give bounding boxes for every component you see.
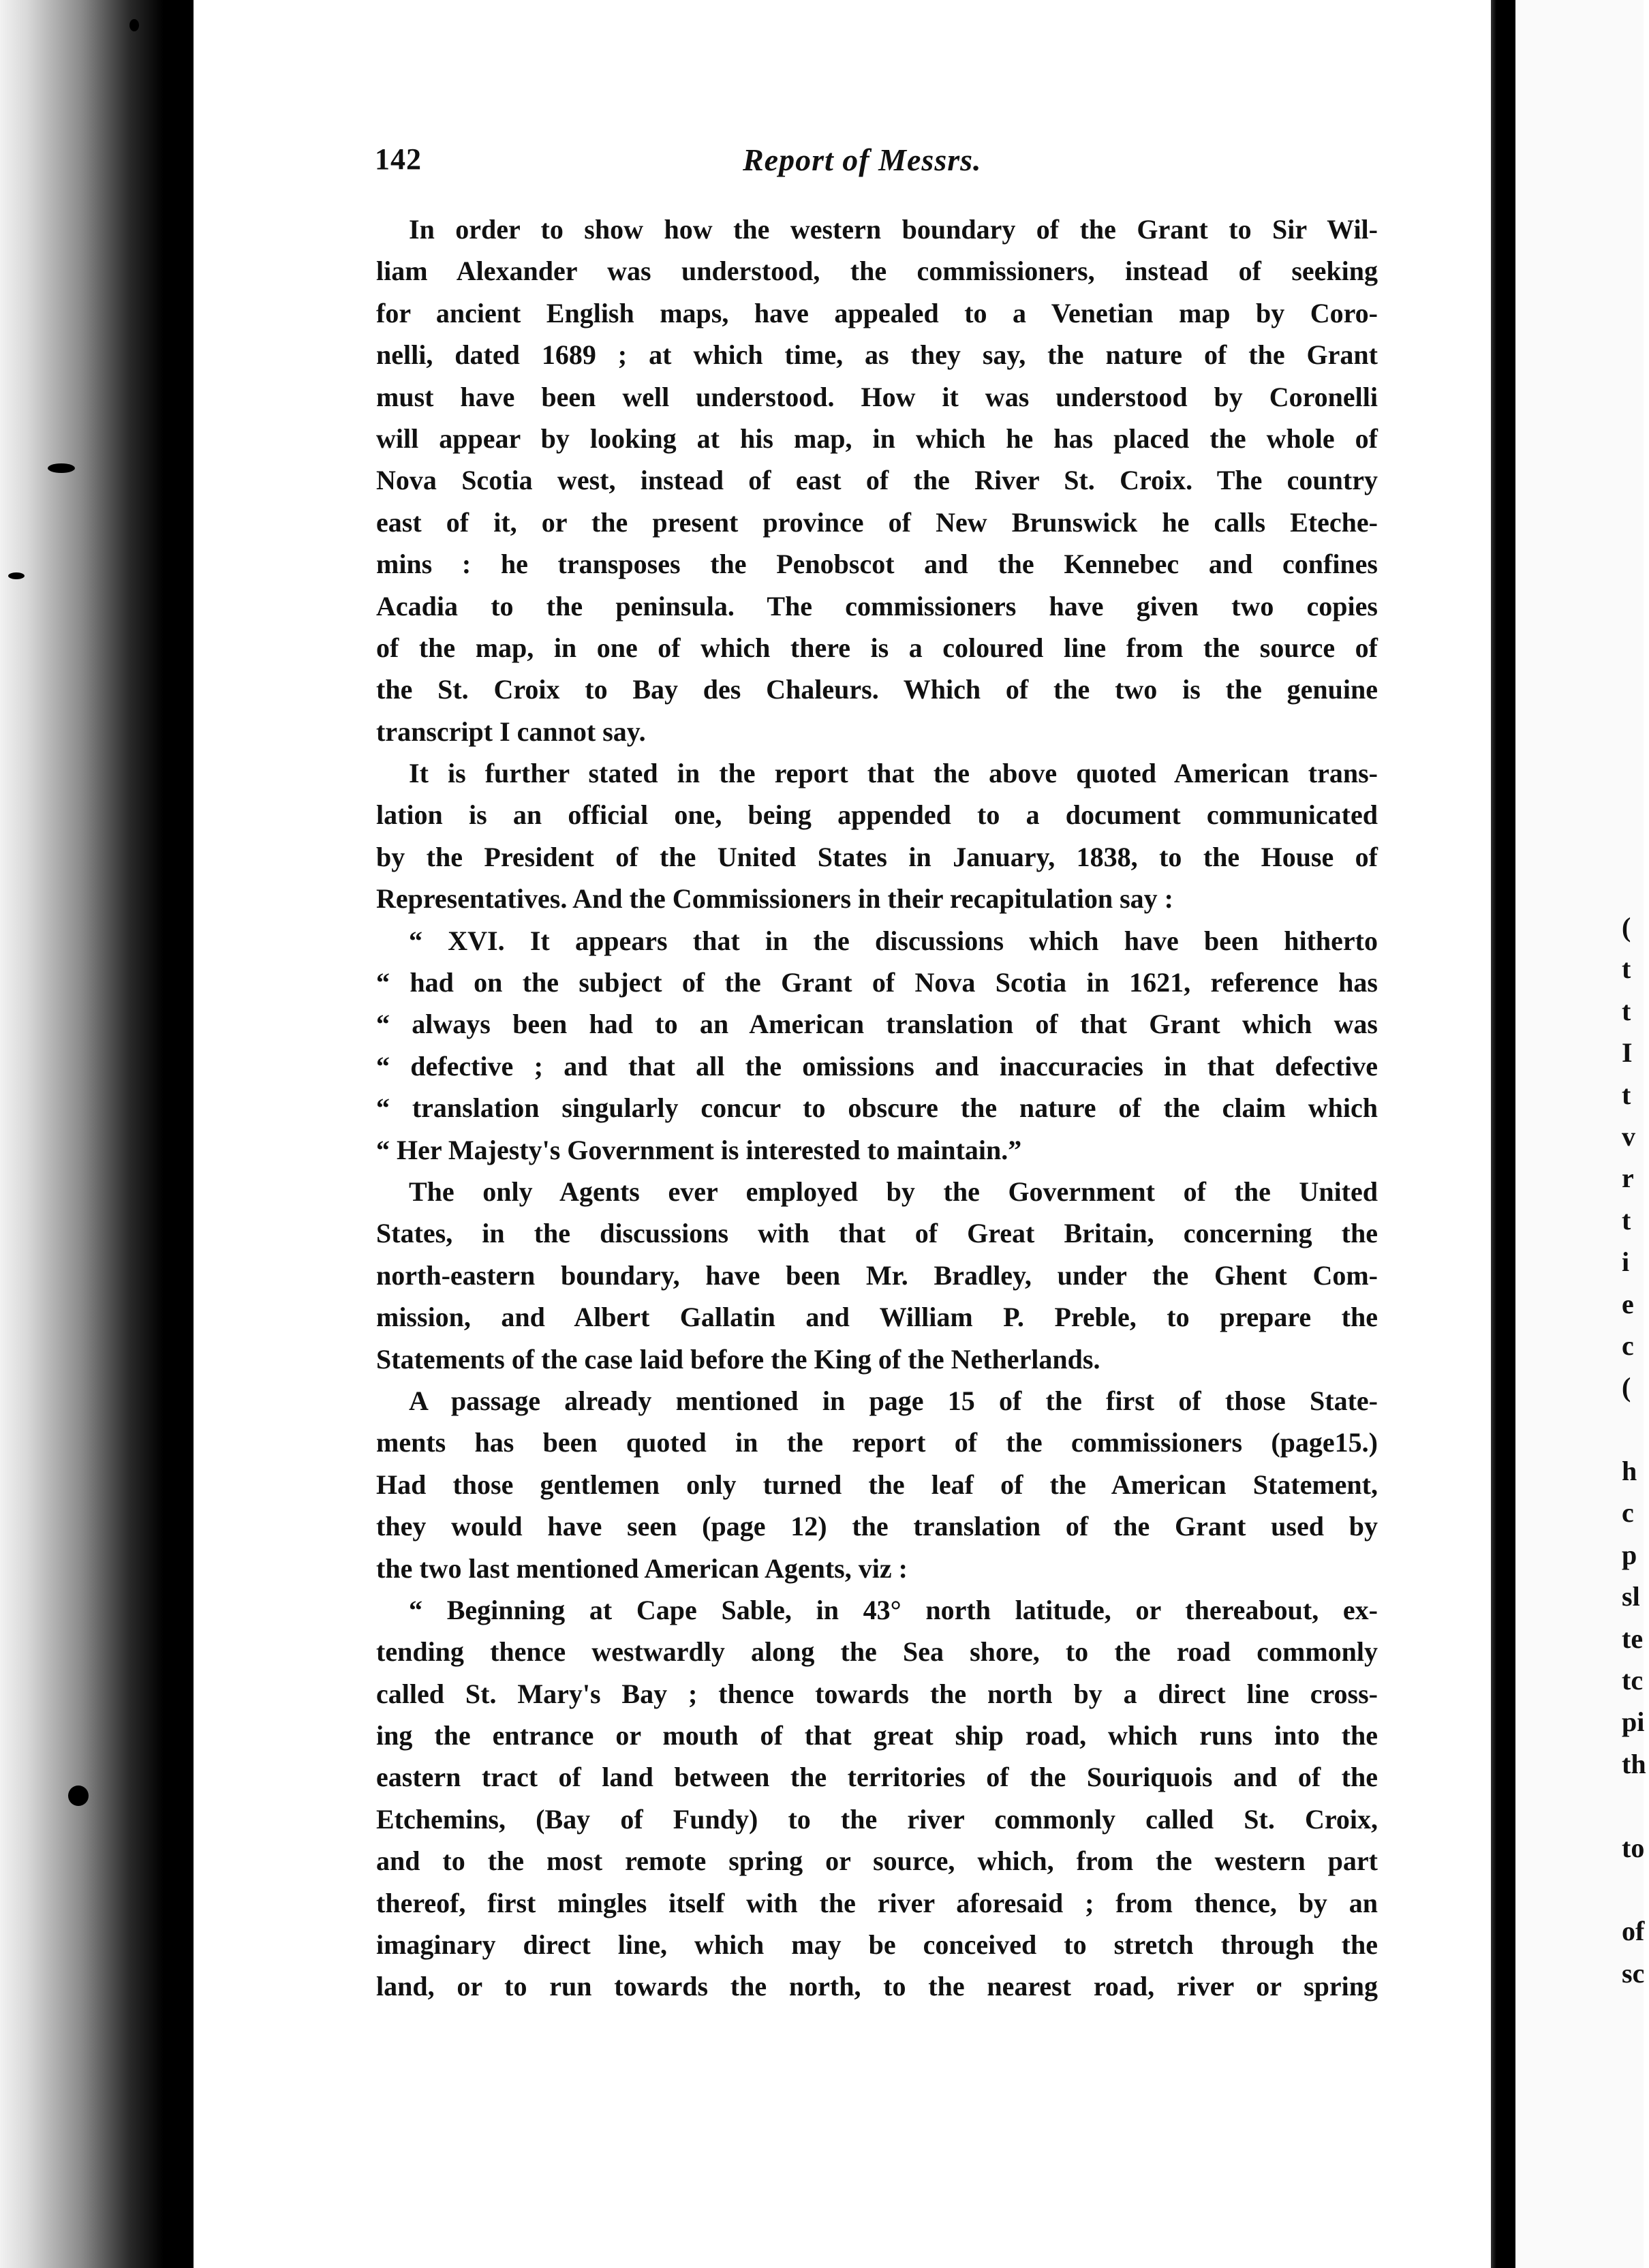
fragment: c: [1622, 1497, 1634, 1529]
text-line: eastern tract of land between the territories of the Souriquois and of the: [376, 1762, 1378, 1793]
fragment: of: [1622, 1916, 1645, 1947]
paragraph: [376, 1380, 1378, 1589]
text-line: The only Agents ever employed by the Government of the United: [409, 1176, 1378, 1207]
fragment: r: [1622, 1163, 1634, 1194]
text-line: A passage already mentioned in page 15 of the first of those State-: [409, 1385, 1378, 1416]
fragment: to: [1622, 1832, 1645, 1863]
fragment: t: [1622, 995, 1631, 1026]
left-page-edge-shadow: [0, 0, 184, 2268]
text-line: for ancient English maps, have appealed to a Venetian map by Coro-: [376, 297, 1378, 328]
text-line: “ Beginning at Cape Sable, in 43° north latitude, or thereabout, ex-: [409, 1594, 1378, 1625]
text-line: Had those gentlemen only turned the leaf of the American Statement,: [376, 1469, 1378, 1500]
text-line: mission, and Albert Gallatin and William P. Preble, to prepare the: [376, 1302, 1378, 1333]
scan-speck: [48, 463, 75, 473]
text-line: must have been well understood. How it was understood by Coronelli: [376, 381, 1378, 412]
fragment: sc: [1622, 1957, 1645, 1989]
text-line: Etchemins, (Bay of Fundy) to the river commonly called St. Croix,: [376, 1803, 1378, 1835]
text-line: mins : he transposes the Penobscot and the Kennebec and confines: [376, 549, 1378, 580]
text-line: the two last mentioned American Agents, viz :: [376, 1552, 908, 1584]
fragment: t: [1622, 953, 1631, 985]
text-line: “ defective ; and that all the omissions and inaccuracies in that defective: [376, 1050, 1378, 1082]
fragment: v: [1622, 1120, 1635, 1152]
text-line: “ had on the subject of the Grant of Nova Scotia in 1621, reference has: [376, 967, 1378, 998]
text-line: liam Alexander was understood, the commissioners, instead of seeking: [376, 256, 1378, 287]
text-line: and to the most remote spring or source, which, from the western part: [376, 1845, 1378, 1877]
fragment: h: [1622, 1456, 1637, 1487]
text-line: will appear by looking at his map, in which he has placed the whole of: [376, 423, 1378, 454]
paragraph: [376, 209, 1378, 752]
text-line: In order to show how the western boundary of the Grant to Sir Wil-: [409, 214, 1378, 245]
text-line: Acadia to the peninsula. The commissioners have given two copies: [376, 590, 1378, 622]
fragment: pi: [1622, 1706, 1645, 1738]
text-line: tending thence westwardly along the Sea shore, to the road commonly: [376, 1636, 1378, 1668]
fragment: tc: [1622, 1665, 1644, 1696]
scan-speck: [8, 572, 25, 579]
text-line: they would have seen (page 12) the translation of the Grant used by: [376, 1511, 1378, 1542]
text-line: “ XVI. It appears that in the discussions which have been hitherto: [409, 925, 1378, 956]
fragment: th: [1622, 1748, 1646, 1779]
running-head: Report of Messrs.: [743, 142, 982, 177]
text-line: land, or to run towards the north, to the nearest road, river or spring: [376, 1971, 1378, 2002]
fragment: t: [1622, 1204, 1631, 1236]
quotation: [376, 1589, 1378, 2008]
fragment: [1622, 1785, 1649, 1826]
text-line: imaginary direct line, which may be conceived to stretch through the: [376, 1929, 1378, 1961]
text-line: Nova Scotia west, instead of east of the River St. Croix. The country: [376, 465, 1378, 496]
text-line: of the map, in one of which there is a coloured line from the source of: [376, 632, 1378, 663]
paragraph: [376, 752, 1378, 920]
text-line: “ Her Majesty's Government is interested to maintain.”: [376, 1134, 1022, 1165]
text-line: east of it, or the present province of New Brunswick he calls Eteche-: [376, 506, 1378, 538]
page-header: [375, 142, 1376, 189]
fragment: (: [1622, 912, 1631, 943]
text-line: called St. Mary's Bay ; thence towards the north by a direct line cross-: [376, 1678, 1378, 1709]
text-line: “ always been had to an American translation of that Grant which was: [376, 1009, 1378, 1040]
text-line: lation is an official one, being appended to a document communicated: [376, 799, 1378, 831]
body-text: [376, 209, 1378, 2008]
fragment: [1622, 1409, 1649, 1450]
scan-speck: [129, 19, 139, 31]
fragment: sl: [1622, 1581, 1640, 1612]
fragment: i: [1622, 1246, 1630, 1278]
text-line: thereof, first mingles itself with the river aforesaid ; from thence, by an: [376, 1887, 1378, 1918]
text-line: Representatives. And the Commissioners in their recapitulation say :: [376, 883, 1173, 915]
fragment: (: [1622, 1372, 1631, 1403]
text-line: States, in the discussions with that of Great Britain, concerning the: [376, 1218, 1378, 1249]
scan-speck: [68, 1786, 89, 1806]
fragment: p: [1622, 1539, 1637, 1570]
fragment: c: [1622, 1330, 1634, 1361]
text-line: the St. Croix to Bay des Chaleurs. Which of the two is the genuine: [376, 674, 1378, 705]
page-number: 142: [375, 142, 422, 176]
text-line: nelli, dated 1689 ; at which time, as they say, the nature of the Grant: [376, 339, 1378, 371]
paragraph: [376, 1171, 1378, 1380]
quotation: [376, 920, 1378, 1171]
fragment: [1622, 1869, 1649, 1910]
text-line: Statements of the case laid before the King of the Netherlands.: [376, 1343, 1100, 1375]
fragment: I: [1622, 1037, 1633, 1069]
text-line: ments has been quoted in the report of the commissioners (page15.): [376, 1427, 1378, 1458]
text-line: It is further stated in the report that the above quoted American trans-: [409, 758, 1378, 789]
text-line: transcript I cannot say.: [376, 716, 646, 747]
right-page-edge-shadow: [1491, 0, 1515, 2268]
fragment: te: [1622, 1623, 1644, 1654]
text-line: by the President of the United States in January, 1838, to the House of: [376, 841, 1378, 872]
facing-page-text-fragments: [1622, 906, 1649, 1994]
fragment: e: [1622, 1288, 1634, 1319]
fragment: t: [1622, 1079, 1631, 1110]
text-line: “ translation singularly concur to obscure the nature of the claim which: [376, 1092, 1378, 1124]
text-line: north-eastern boundary, have been Mr. Bradley, under the Ghent Com-: [376, 1259, 1378, 1291]
binding-gutter: [184, 0, 194, 2268]
text-line: ing the entrance or mouth of that great ship road, which runs into the: [376, 1720, 1378, 1751]
